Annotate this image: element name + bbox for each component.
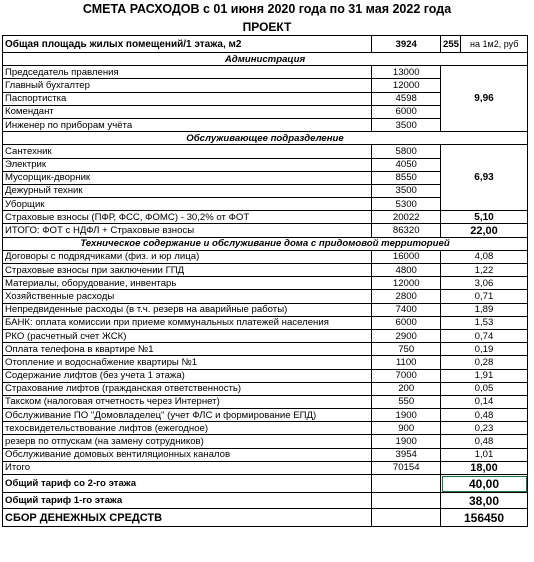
row-label[interactable]: техосвидетельствование лифтов (ежегодное) — [3, 422, 372, 435]
insurance-row — [3, 211, 528, 224]
floor-area-value[interactable]: 255 — [441, 36, 461, 53]
section-row — [3, 53, 528, 66]
row-label[interactable]: Сантехник — [3, 145, 372, 158]
row-value[interactable]: 2800 — [372, 290, 441, 303]
row-label[interactable]: Хозяйственные расходы — [3, 290, 372, 303]
row-label[interactable]: Паспортистка — [3, 92, 372, 105]
row-label[interactable]: Такском (налоговая отчетность через Интернет) — [3, 395, 372, 408]
row-label[interactable]: РКО (расчетный счет ЖСК) — [3, 329, 372, 342]
payroll-total-row — [3, 224, 528, 237]
row-value[interactable]: 8550 — [372, 171, 441, 184]
row-value[interactable]: 13000 — [372, 66, 441, 79]
row-value[interactable]: 4598 — [372, 92, 441, 105]
row-value[interactable]: 4050 — [372, 158, 441, 171]
document-subtitle: ПРОЕКТ — [242, 20, 292, 34]
table-row — [3, 303, 528, 316]
row-label[interactable]: Отопление и водоснабжение квартиры №1 — [3, 356, 372, 369]
section-maintenance[interactable]: Техническое содержание и обслуживание дома с придомовой территорией — [3, 237, 528, 250]
table-row — [3, 277, 528, 290]
table-row — [3, 382, 528, 395]
row-label[interactable]: Инженер по приборам учёта — [3, 118, 372, 131]
row-value[interactable]: 16000 — [372, 250, 441, 263]
row-value[interactable]: 12000 — [372, 277, 441, 290]
row-rate[interactable]: 1,89 — [441, 303, 528, 316]
row-label[interactable]: Материалы, оборудование, инвентарь — [3, 277, 372, 290]
row-label[interactable]: Страховые взносы при заключении ГПД — [3, 264, 372, 277]
unit-label[interactable]: на 1м2, руб — [461, 36, 528, 53]
table-row — [3, 250, 528, 263]
row-value[interactable]: 5800 — [372, 145, 441, 158]
row-rate[interactable]: 1,91 — [441, 369, 528, 382]
table-row — [3, 329, 528, 342]
row-value[interactable]: 750 — [372, 343, 441, 356]
row-value[interactable]: 550 — [372, 395, 441, 408]
row-label[interactable]: Оплата телефона в квартире №1 — [3, 343, 372, 356]
row-label[interactable]: Общий тариф 1-го этажа — [3, 493, 372, 509]
row-label[interactable]: Договоры с подрядчиками (физ. и юр лица) — [3, 250, 372, 263]
tariff2-rate[interactable]: 40,00 — [441, 475, 528, 493]
tariff1-rate[interactable]: 38,00 — [441, 493, 528, 509]
row-label[interactable]: Обслуживание домовых вентиляционных каналов — [3, 448, 372, 461]
section-service[interactable]: Обслуживающее подразделение — [3, 132, 528, 145]
row-value[interactable]: 1100 — [372, 356, 441, 369]
empty-cell[interactable] — [372, 509, 441, 527]
row-label[interactable]: БАНК: оплата комиссии при приеме коммунальных платежей населения — [3, 316, 372, 329]
row-rate[interactable]: 1,53 — [441, 316, 528, 329]
row-label[interactable]: Дежурный техник — [3, 184, 372, 197]
row-rate[interactable]: 5,10 — [441, 211, 528, 224]
row-rate[interactable]: 0,48 — [441, 409, 528, 422]
table-row — [3, 448, 528, 461]
row-value[interactable]: 200 — [372, 382, 441, 395]
table-row — [3, 66, 528, 79]
table-row — [3, 409, 528, 422]
row-rate[interactable]: 0,71 — [441, 290, 528, 303]
tariff1-row — [3, 493, 528, 509]
row-value[interactable]: 3954 — [372, 448, 441, 461]
row-label[interactable]: Итого — [3, 461, 372, 474]
table-row — [3, 290, 528, 303]
row-value[interactable]: 12000 — [372, 79, 441, 92]
row-value[interactable]: 70154 — [372, 461, 441, 474]
row-rate[interactable]: 0,28 — [441, 356, 528, 369]
row-value[interactable]: 4800 — [372, 264, 441, 277]
row-value[interactable]: 6000 — [372, 316, 441, 329]
area-value[interactable]: 3924 — [372, 36, 441, 53]
section-row — [3, 132, 528, 145]
row-value[interactable]: 1900 — [372, 435, 441, 448]
row-rate[interactable]: 18,00 — [441, 461, 528, 474]
row-value[interactable]: 3500 — [372, 118, 441, 131]
table-row — [3, 435, 528, 448]
row-rate[interactable]: 0,74 — [441, 329, 528, 342]
section-row — [3, 237, 528, 250]
table-row — [3, 369, 528, 382]
row-rate[interactable]: 0,48 — [441, 435, 528, 448]
table-row — [3, 316, 528, 329]
row-rate[interactable]: 0,19 — [441, 343, 528, 356]
table-row — [3, 422, 528, 435]
row-rate[interactable]: 3,06 — [441, 277, 528, 290]
row-value[interactable]: 6000 — [372, 105, 441, 118]
row-label[interactable]: Обслуживание ПО "Домовладелец" (учет ФЛС и формирование ЕПД) — [3, 409, 372, 422]
row-value[interactable]: 900 — [372, 422, 441, 435]
row-rate[interactable]: 0,14 — [441, 395, 528, 408]
row-value[interactable]: 3500 — [372, 184, 441, 197]
row-label[interactable]: Общий тариф со 2-го этажа — [3, 475, 372, 493]
row-label[interactable]: Страхование лифтов (гражданская ответственность) — [3, 382, 372, 395]
table-row — [3, 343, 528, 356]
row-label[interactable]: Электрик — [3, 158, 372, 171]
row-label[interactable]: Мусорщик-дворник — [3, 171, 372, 184]
row-rate[interactable]: 0,05 — [441, 382, 528, 395]
row-value[interactable]: 7000 — [372, 369, 441, 382]
row-label[interactable]: Непредвиденные расходы (в т.ч. резерв на аварийные работы) — [3, 303, 372, 316]
row-rate[interactable]: 22,00 — [441, 224, 528, 237]
area-label[interactable]: Общая площадь жилых помещений/1 этажа, м2 — [3, 36, 372, 53]
collection-value[interactable]: 156450 — [441, 509, 528, 527]
row-rate[interactable]: 4,08 — [441, 250, 528, 263]
collection-row — [3, 509, 528, 527]
header-row — [3, 36, 528, 53]
row-rate[interactable]: 1,22 — [441, 264, 528, 277]
tariff2-row — [3, 475, 528, 493]
row-label[interactable]: Страховые взносы (ПФР, ФСС, ФОМС) - 30,2% от ФОТ — [3, 211, 372, 224]
service-rate[interactable]: 6,93 — [441, 145, 528, 211]
row-label[interactable]: Содержание лифтов (без учета 1 этажа) — [3, 369, 372, 382]
row-label[interactable]: Главный бухгалтер — [3, 79, 372, 92]
row-label[interactable]: ИТОГО: ФОТ с НДФЛ + Страховые взносы — [3, 224, 372, 237]
empty-cell[interactable] — [372, 493, 441, 509]
table-row — [3, 145, 528, 158]
row-value[interactable]: 20022 — [372, 211, 441, 224]
budget-table — [2, 35, 528, 527]
admin-rate[interactable]: 9,96 — [441, 66, 528, 132]
row-label[interactable]: Комендант — [3, 105, 372, 118]
table-row — [3, 264, 528, 277]
row-label[interactable]: Председатель правления — [3, 66, 372, 79]
row-value[interactable]: 1900 — [372, 409, 441, 422]
row-value[interactable]: 86320 — [372, 224, 441, 237]
row-value[interactable]: 2900 — [372, 329, 441, 342]
row-label[interactable]: резерв по отпускам (на замену сотрудников) — [3, 435, 372, 448]
row-value[interactable]: 7400 — [372, 303, 441, 316]
document-title: СМЕТА РАСХОДОВ с 01 июня 2020 года по 31 мая 2022 года — [82, 2, 452, 16]
row-value[interactable]: 5300 — [372, 198, 441, 211]
row-rate[interactable]: 1,01 — [441, 448, 528, 461]
section-admin[interactable]: Администрация — [3, 53, 528, 66]
row-rate[interactable]: 0,23 — [441, 422, 528, 435]
table-row — [3, 395, 528, 408]
table-row — [3, 356, 528, 369]
itogo-row — [3, 461, 528, 474]
row-label[interactable]: СБОР ДЕНЕЖНЫХ СРЕДСТВ — [3, 509, 372, 527]
row-label[interactable]: Уборщик — [3, 198, 372, 211]
empty-cell[interactable] — [372, 475, 441, 493]
